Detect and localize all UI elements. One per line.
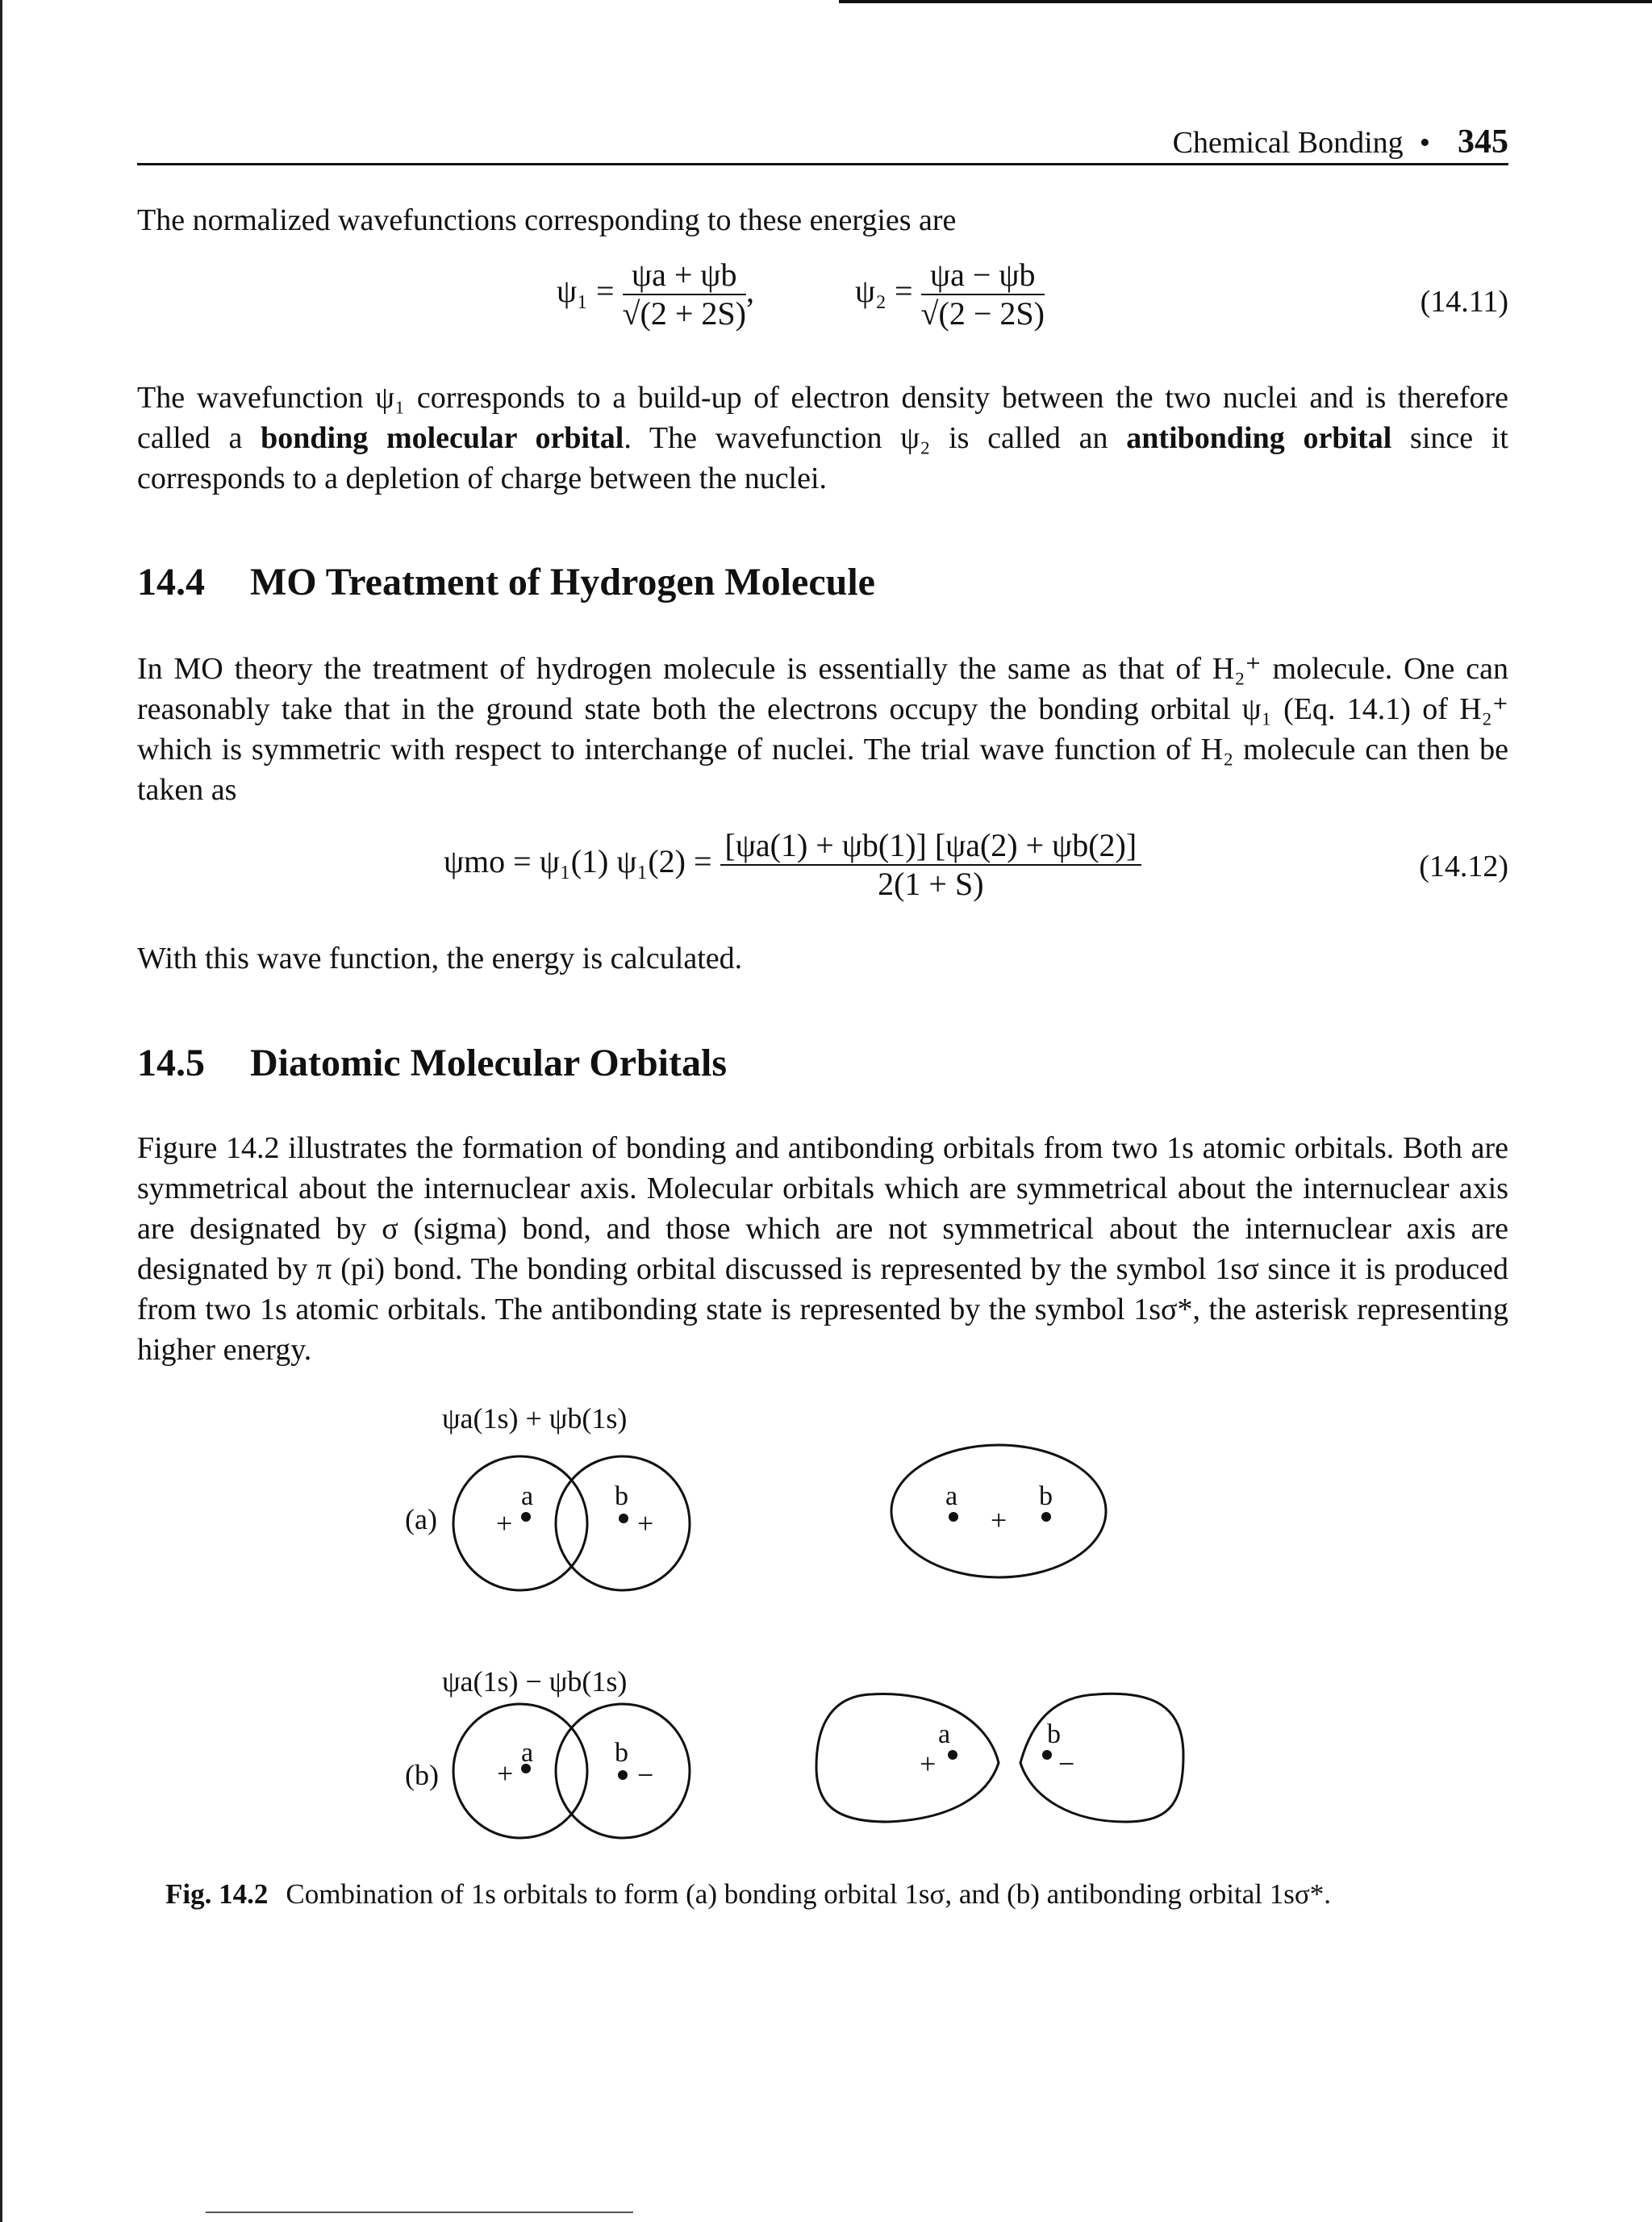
eq3-numerator: [ψa(1) + ψb(1)] [ψa(2) + ψb(2)]: [720, 827, 1142, 866]
figure-expression-a: ψa(1s) + ψb(1s): [442, 1402, 628, 1435]
p2-text: In MO theory the treatment of hydrogen molecule is essentially the same as that of H₂⁺ molecule. One can reasonably take that in the ground state both the electrons occupy the bonding orbital ψ₁ (Eq. 14.1) of H₂⁺ which is symmetric with respect to interchange of nuclei. The trial wave function of H₂ molecule can then be taken as: [137, 652, 1508, 807]
p1-text-2: . The wavefunction ψ₂ is called an: [624, 421, 1127, 455]
p4-text: Figure 14.2 illustrates the formation of bonding and antibonding orbitals from two 1s atomic orbitals. Both are symmetrical about the internuclear axis. Molecular orbitals which are symmetrical about the internuclear axis are designated by σ (sigma) bond, and those which are not symmetrical about the internuclear axis are designated by π (pi) bond. The bonding orbital discussed is represented by the symbol 1sσ since it is produced from two 1s atomic orbitals. The antibonding state is represented by the symbol 1sσ*, the asterisk representing higher energy.: [137, 1131, 1508, 1367]
lobe-sign-right: −: [1058, 1748, 1075, 1780]
eq3-denominator: 2(1 + S): [878, 866, 984, 902]
figure-expression-b: ψa(1s) − ψb(1s): [442, 1665, 628, 1698]
nucleus-label-a: a: [521, 1738, 534, 1768]
nucleus-dot: [1042, 1750, 1052, 1760]
sign-right: +: [637, 1507, 654, 1539]
mo-nucleus-label-a: a: [945, 1481, 958, 1511]
equation-14-11-psi1: ψ₁ = $\frac{\psi a + \psi b}{√(2 + 2S)}$ ,: [557, 257, 754, 332]
header-bullet: •: [1419, 126, 1430, 160]
orbital-circle-a: [453, 1704, 587, 1838]
equation-number-14-12: (14.12): [1419, 850, 1508, 883]
nucleus-dot: [949, 1512, 958, 1522]
sign-right: −: [637, 1759, 654, 1791]
lobe-nucleus-label-b: b: [1047, 1719, 1061, 1749]
nucleus-dot: [619, 1514, 628, 1523]
lobe-sign-left: +: [920, 1748, 937, 1780]
eq2-denominator: √(2 − 2S): [920, 295, 1045, 332]
eq2-lhs: ψ₂ =: [855, 273, 913, 310]
mo-sign-mid: +: [991, 1504, 1007, 1536]
eq2-numerator: ψa − ψb: [921, 257, 1045, 295]
section-title: MO Treatment of Hydrogen Molecule: [250, 561, 875, 604]
p3-text: With this wave function, the energy is calculated.: [137, 942, 743, 975]
nucleus-dot: [948, 1750, 957, 1760]
equation-number-14-11: (14.11): [1420, 285, 1508, 319]
eq1-denominator: √(2 + 2S): [622, 295, 746, 332]
p1-text-1: The wavefunction ψ₁ corresponds to a build-up of electron density between the two nuclei and is therefore called a: [137, 381, 1508, 455]
antibonding-lobe-a: [816, 1694, 999, 1822]
term-antibonding-orbital: antibonding orbital: [1126, 421, 1392, 455]
sign-left: +: [496, 1507, 513, 1539]
mo-nucleus-label-b: b: [1039, 1481, 1053, 1511]
sign-left: +: [497, 1757, 514, 1790]
nucleus-label-b: b: [615, 1481, 628, 1511]
nucleus-dot: [618, 1770, 628, 1780]
caption-text: Combination of 1s orbitals to form (a) bonding orbital 1sσ, and (b) antibonding orbital 1sσ*.: [286, 1878, 1331, 1910]
eq1-lhs: ψ₁ =: [557, 273, 615, 310]
term-bonding-molecular-orbital: bonding molecular orbital: [261, 421, 624, 455]
section-number: 14.5: [137, 1042, 205, 1084]
figure-caption: [165, 1876, 1331, 1913]
orbital-circle-b: [556, 1456, 690, 1590]
caption-label: Fig. 14.2: [165, 1878, 269, 1910]
page-number: 345: [1458, 123, 1508, 161]
figure-label-b: (b): [405, 1759, 439, 1791]
eq3-lhs: ψmo = ψ₁(1) ψ₁(2) =: [444, 843, 712, 880]
nucleus-label-a: a: [521, 1481, 534, 1511]
nucleus-label-b: b: [615, 1738, 628, 1768]
p1-text-3: since it corresponds to a depletion of charge between the nuclei.: [137, 421, 1508, 495]
lobe-nucleus-label-a: a: [938, 1719, 951, 1749]
intro-text: The normalized wavefunctions corresponding to these energies are: [137, 203, 957, 237]
section-number: 14.4: [137, 561, 205, 604]
nucleus-dot: [1041, 1512, 1051, 1522]
nucleus-dot: [521, 1512, 531, 1522]
header-title: Chemical Bonding: [1172, 126, 1404, 160]
figure-label-a: (a): [405, 1503, 437, 1535]
section-title: Diatomic Molecular Orbitals: [250, 1042, 727, 1084]
eq1-numerator: ψa + ψb: [623, 257, 746, 295]
orbital-circle-a: [453, 1456, 587, 1590]
bottom-edge-line: [206, 2212, 633, 2213]
